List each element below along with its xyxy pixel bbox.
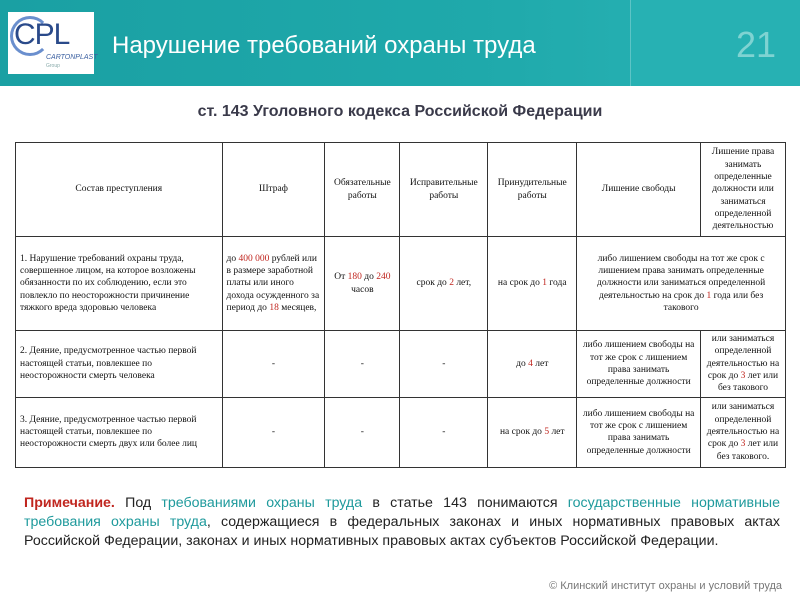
penalties-table [15,142,786,468]
row2-disqualification: или заниматься определенной деятельностью на срок до 3 лет или без такового [701,331,786,398]
header-bar [0,0,800,86]
row2-fine: - [222,331,325,398]
copyright-footer: © Клинский институт охраны и условий труда [549,580,782,592]
company-logo [8,12,98,74]
row3-imprisonment: либо лишением свободы на тот же срок с лишением права занимать определенные должности [577,397,701,467]
row3-correctional-work: - [400,397,488,467]
row1-fine: до 400 000 рублей или в размере заработной платы или иного дохода осужденного за период до 18 месяцев, [222,237,325,331]
row1-correctional-work: срок до 2 лет, [400,237,488,331]
table-row [16,331,786,398]
row2-imprisonment: либо лишением свободы на тот же срок с лишением права занимать определенные должности [577,331,701,398]
row1-forced-work: на срок до 1 года [488,237,577,331]
row3-disqualification: или заниматься определенной деятельностью на срок до 3 лет или без такового. [701,397,786,467]
row2-correctional-work: - [400,331,488,398]
row1-crime: 1. Нарушение требований охраны труда, совершенное лицом, на которое возложены обязанности по их соблюдению, если это повлекло по неосторожности причинение тяжкого вреда здоровью человека [16,237,223,331]
header-disqualification: Лишение права занимать определенные должности или заниматься определенной деятельностью [701,143,786,237]
header-imprisonment: Лишение свободы [577,143,701,237]
header-fine: Штраф [222,143,325,237]
row3-crime: 3. Деяние, предусмотренное частью первой настоящей статьи, повлекшее по неосторожности смерть двух или более лиц [16,397,223,467]
header-crime: Состав преступления [16,143,223,237]
note-highlight: государственные нормативные требования охраны труда [24,495,780,530]
table-header-row [16,143,786,237]
note-highlight: требованиями охраны труда [161,495,363,511]
slide-subtitle: ст. 143 Уголовного кодекса Российской Федерации [197,103,603,120]
slide-title: Нарушение требований охраны труда [112,32,536,59]
logo-subtext: CARTONPLAST [46,54,98,61]
table-row [16,397,786,467]
table-row [16,237,786,331]
row3-fine: - [222,397,325,467]
logo-subtext-group: Group [46,63,60,69]
header-correctional-work: Исправительные работы [400,143,488,237]
row2-crime: 2. Деяние, предусмотренное частью первой настоящей статьи, повлекшее по неосторожности смерть человека [16,331,223,398]
row1-mandatory-work: От 180 до 240 часов [325,237,400,331]
note-paragraph: Примечание. Под требованиями охраны труда в статье 143 понимаются государственные нормативные требования охраны труда, содержащиеся в федеральных законах и иных нормативных правовых актах Российской Федерации, законах и иных нормативных правовых актах субъектов Российской Федерации. [24,495,780,549]
header-forced-work: Принудительные работы [488,143,577,237]
note-label: Примечание. [24,495,115,511]
logo-text: CPL [14,18,70,51]
slide-number: 21 [735,24,776,65]
row3-mandatory-work: - [325,397,400,467]
row1-imprisonment: либо лишением свободы на тот же срок с лишением права занимать определенные должности или заниматься определенной деятельностью на срок до 1 года или без такового [577,237,786,331]
row3-forced-work: на срок до 5 лет [488,397,577,467]
header-mandatory-work: Обязательные работы [325,143,400,237]
row2-forced-work: до 4 лет [488,331,577,398]
row2-mandatory-work: - [325,331,400,398]
